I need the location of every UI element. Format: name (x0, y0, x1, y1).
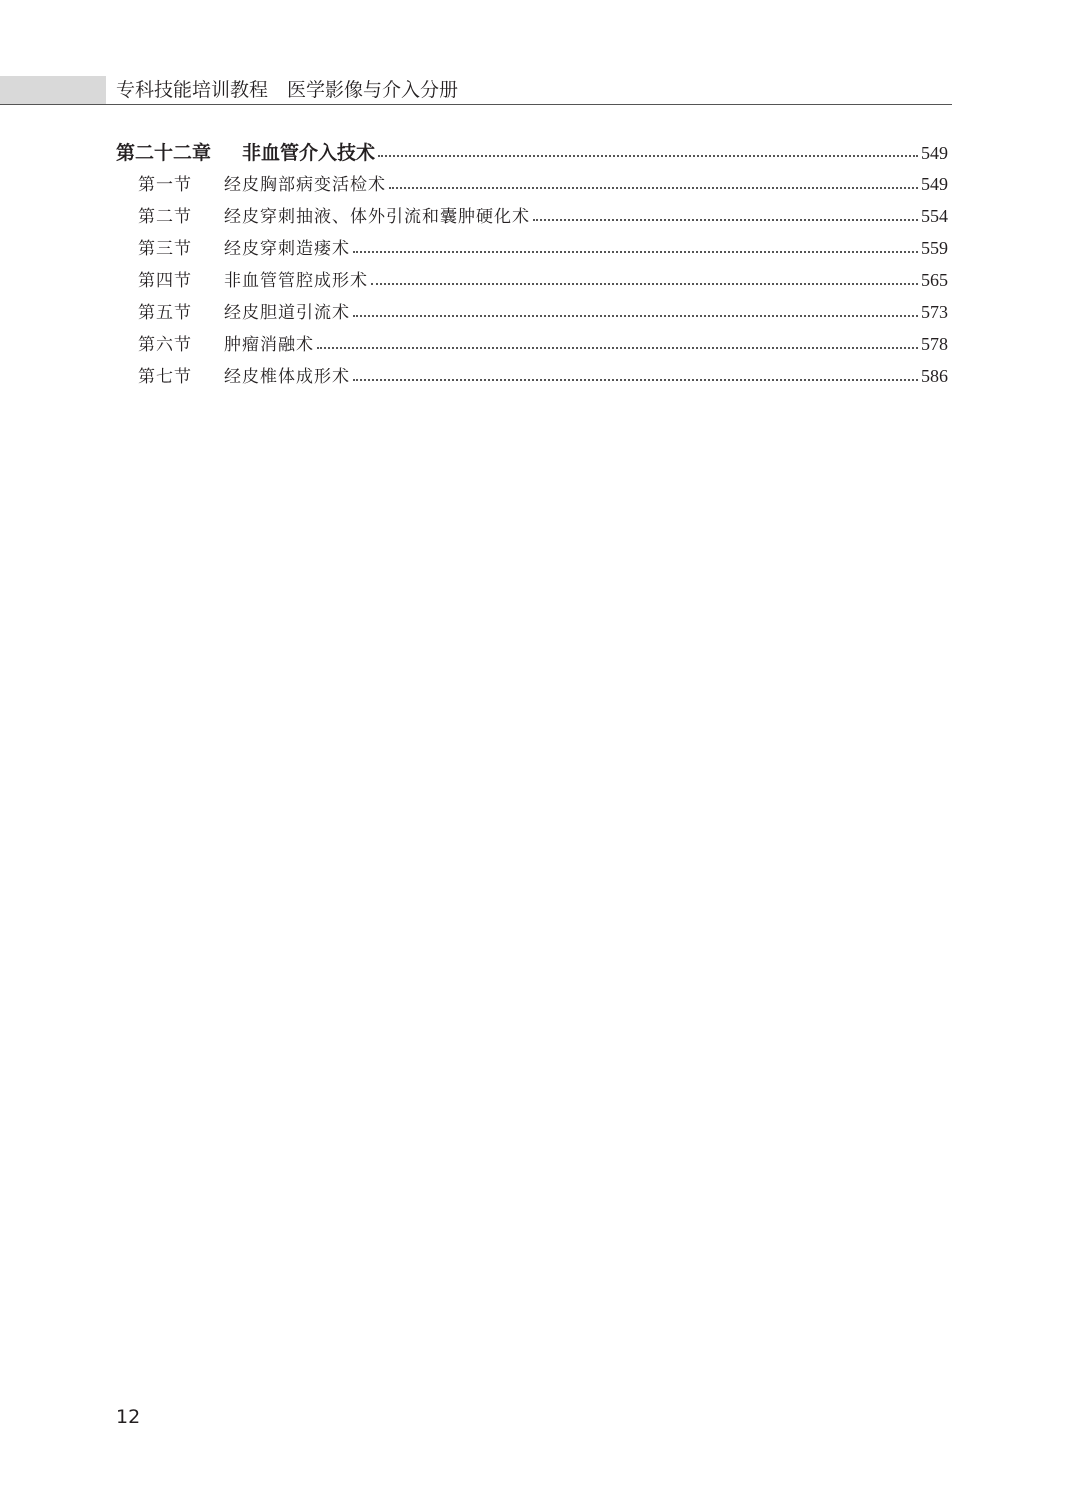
section-title: 经皮穿刺造瘘术 (224, 239, 350, 259)
dot-leader (353, 379, 918, 381)
section-number: 第四节 (138, 271, 192, 291)
section-title: 经皮胸部病变活检术 (224, 175, 386, 195)
toc-section-entry[interactable] (116, 202, 948, 234)
toc-section-entry[interactable] (116, 234, 948, 266)
section-page: 559 (921, 238, 948, 258)
section-title: 非血管管腔成形术 (224, 271, 368, 291)
dot-leader (533, 219, 918, 221)
section-page: 565 (921, 270, 948, 290)
dot-leader (353, 315, 918, 317)
chapter-page: 549 (921, 143, 948, 163)
running-header (0, 76, 952, 104)
section-number: 第五节 (138, 303, 192, 323)
section-page: 578 (921, 334, 948, 354)
header-rule (0, 104, 952, 105)
section-title: 经皮椎体成形术 (224, 367, 350, 387)
toc-chapter-entry[interactable] (116, 138, 948, 170)
section-page: 573 (921, 302, 948, 322)
section-number: 第三节 (138, 239, 192, 259)
toc-section-entry[interactable] (116, 298, 948, 330)
dot-leader (353, 251, 918, 253)
chapter-title: 非血管介入技术 (242, 142, 376, 164)
toc-section-entry[interactable] (116, 330, 948, 362)
section-number: 第七节 (138, 367, 192, 387)
dot-leader (389, 187, 918, 189)
header-book-title: 专科技能培训教程 医学影像与介入分册 (116, 79, 459, 101)
table-of-contents (116, 138, 948, 394)
toc-section-entry[interactable] (116, 266, 948, 298)
section-title: 经皮穿刺抽液、体外引流和囊肿硬化术 (224, 207, 530, 227)
dot-leader (317, 347, 918, 349)
page-number: 12 (116, 1406, 141, 1428)
section-number: 第一节 (138, 175, 192, 195)
section-page: 554 (921, 206, 948, 226)
toc-section-entry[interactable] (116, 362, 948, 394)
section-title: 经皮胆道引流术 (224, 303, 350, 323)
section-title: 肿瘤消融术 (224, 335, 314, 355)
chapter-number: 第二十二章 (116, 142, 212, 164)
section-number: 第二节 (138, 207, 192, 227)
dot-leader (371, 283, 918, 285)
section-page: 586 (921, 366, 948, 386)
section-page: 549 (921, 174, 948, 194)
section-number: 第六节 (138, 335, 192, 355)
dot-leader (378, 155, 918, 157)
toc-section-entry[interactable] (116, 170, 948, 202)
header-gray-bar (0, 76, 106, 104)
